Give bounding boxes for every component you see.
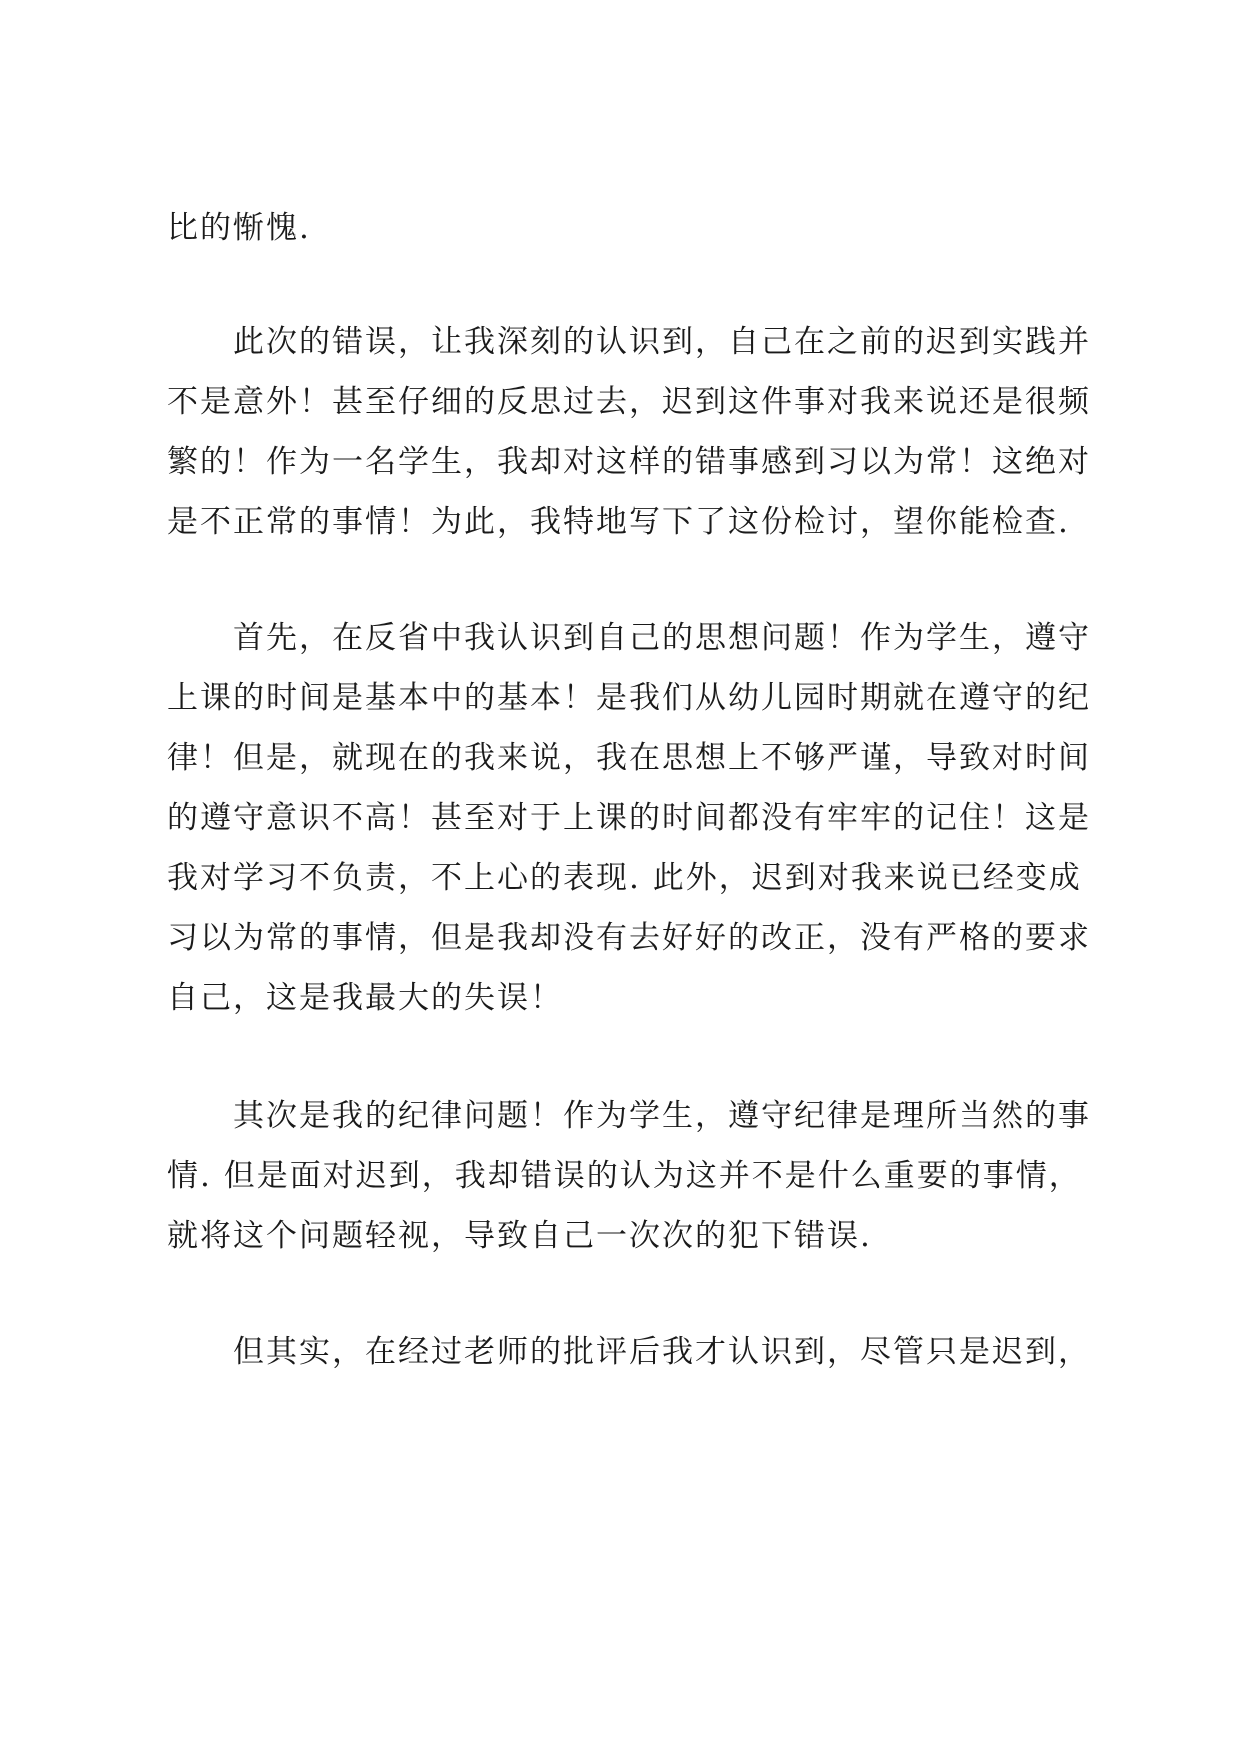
text-line: 习以为常的事情，但是我却没有去好好的改正，没有严格的要求 [167,920,1091,956]
paragraph-first-line: 但其实，在经过老师的批评后我才认识到，尽管只是迟到， [233,1334,1091,1370]
text-line: 比的惭愧. [167,210,311,246]
paragraph-first-line: 首先，在反省中我认识到自己的思想问题！作为学生，遵守 [233,620,1091,656]
text-line: 律！但是，就现在的我来说，我在思想上不够严谨，导致对时间 [167,740,1091,776]
text-line: 自己，这是我最大的失误！ [167,980,563,1016]
text-line: 上课的时间是基本中的基本！是我们从幼儿园时期就在遵守的纪 [167,680,1091,716]
text-line: 情. 但是面对迟到，我却错误的认为这并不是什么重要的事情， [167,1158,1082,1194]
text-line: 不是意外！甚至仔细的反思过去，迟到这件事对我来说还是很频 [167,384,1091,420]
text-line: 我对学习不负责，不上心的表现. 此外，迟到对我来说已经变成 [167,860,1082,896]
text-line: 繁的！作为一名学生，我却对这样的错事感到习以为常！这绝对 [167,444,1091,480]
paragraph-first-line: 其次是我的纪律问题！作为学生，遵守纪律是理所当然的事 [233,1098,1091,1134]
text-line: 的遵守意识不高！甚至对于上课的时间都没有牢牢的记住！这是 [167,800,1091,836]
paragraph-first-line: 此次的错误，让我深刻的认识到，自己在之前的迟到实践并 [233,324,1091,360]
text-line: 就将这个问题轻视，导致自己一次次的犯下错误. [167,1218,872,1254]
text-line: 是不正常的事情！为此，我特地写下了这份检讨，望你能检查. [167,504,1070,540]
